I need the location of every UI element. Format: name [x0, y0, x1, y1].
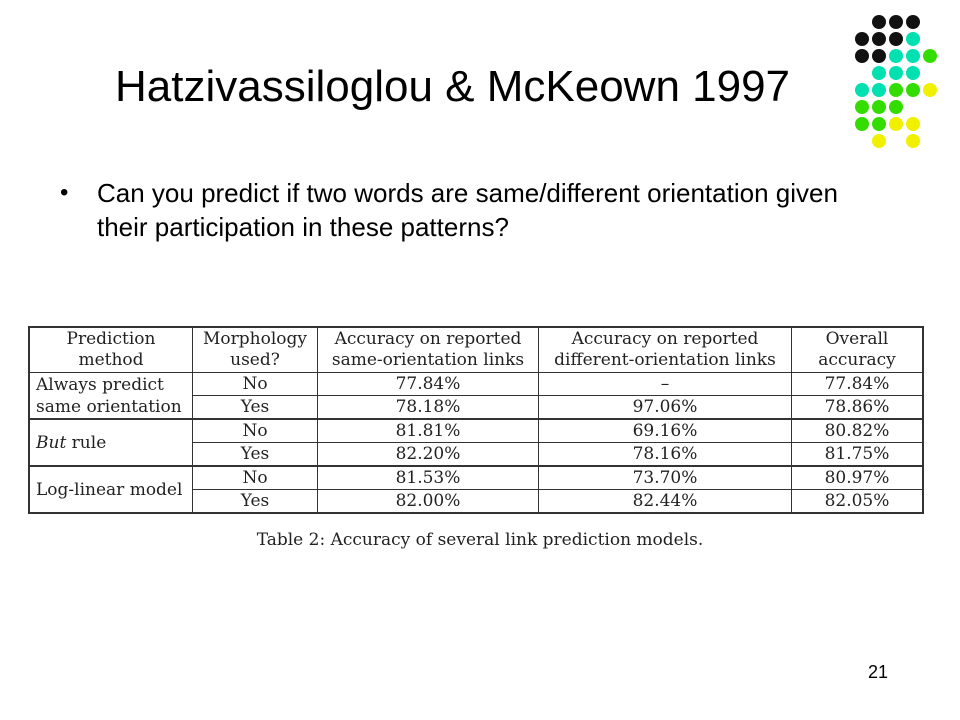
header-line: accuracy [818, 350, 896, 370]
header-line: method [78, 350, 144, 370]
decorative-dot [855, 49, 869, 63]
accuracy-table [28, 326, 924, 514]
bullet-marker: • [60, 179, 69, 206]
decorative-dot [923, 83, 937, 97]
method-cell-always-predict [29, 373, 193, 420]
decorative-dot [872, 32, 886, 46]
decorative-dot [906, 32, 920, 46]
decorative-dot [906, 49, 920, 63]
decorative-dot [872, 83, 886, 97]
same-orientation-cell: 81.81% [318, 419, 539, 443]
method-line: Log-linear model [36, 479, 183, 500]
decorative-dot [889, 83, 903, 97]
header-line: Overall [825, 329, 889, 349]
decorative-dot [906, 117, 920, 131]
header-line: same-orientation links [331, 350, 525, 370]
header-line: used? [230, 350, 280, 370]
decorative-dot [889, 66, 903, 80]
decorative-dot [906, 134, 920, 148]
overall-accuracy-cell: 81.75% [792, 443, 924, 467]
decorative-dot [855, 117, 869, 131]
decorative-dot [923, 49, 937, 63]
decorative-dot [889, 32, 903, 46]
decorative-dot [872, 100, 886, 114]
morphology-cell: Yes [193, 396, 318, 420]
different-orientation-cell: 82.44% [539, 490, 792, 514]
header-line: Morphology [203, 329, 307, 349]
same-orientation-cell: 78.18% [318, 396, 539, 420]
decorative-dot [906, 83, 920, 97]
header-different-orientation [539, 327, 792, 373]
different-orientation-cell: 73.70% [539, 466, 792, 490]
decorative-dot [872, 134, 886, 148]
different-orientation-cell: – [539, 373, 792, 396]
table-caption: Table 2: Accuracy of several link prediction models. [256, 530, 704, 550]
morphology-cell: No [193, 466, 318, 490]
decorative-dot [855, 100, 869, 114]
same-orientation-cell: 82.20% [318, 443, 539, 467]
method-cell-log-linear [29, 466, 193, 513]
decorative-dot [906, 66, 920, 80]
decorative-dot [889, 49, 903, 63]
decorative-dot [906, 15, 920, 29]
header-line: Prediction [66, 329, 156, 349]
method-line: rule [66, 432, 107, 453]
different-orientation-cell: 97.06% [539, 396, 792, 420]
method-line: same orientation [36, 396, 182, 417]
header-same-orientation [318, 327, 539, 373]
same-orientation-cell: 81.53% [318, 466, 539, 490]
header-line: Accuracy on reported [334, 329, 522, 349]
overall-accuracy-cell: 82.05% [792, 490, 924, 514]
different-orientation-cell: 69.16% [539, 419, 792, 443]
accuracy-table-image [28, 326, 924, 514]
overall-accuracy-cell: 77.84% [792, 373, 924, 396]
decorative-dot [889, 117, 903, 131]
overall-accuracy-cell: 78.86% [792, 396, 924, 420]
table-header-row [29, 327, 923, 373]
same-orientation-cell: 82.00% [318, 490, 539, 514]
overall-accuracy-cell: 80.82% [792, 419, 924, 443]
table-row [29, 373, 923, 396]
decorative-dot-grid [850, 10, 950, 160]
decorative-dot [889, 15, 903, 29]
method-line: Always predict [36, 374, 164, 395]
decorative-dot [872, 66, 886, 80]
different-orientation-cell: 78.16% [539, 443, 792, 467]
same-orientation-cell: 77.84% [318, 373, 539, 396]
overall-accuracy-cell: 80.97% [792, 466, 924, 490]
morphology-cell: Yes [193, 443, 318, 467]
decorative-dot [855, 83, 869, 97]
morphology-cell: No [193, 373, 318, 396]
header-morphology-used [193, 327, 318, 373]
method-cell-but-rule [29, 419, 193, 466]
decorative-dot [872, 49, 886, 63]
slide-title: Hatzivassiloglou & McKeown 1997 [115, 62, 791, 111]
decorative-dot [855, 32, 869, 46]
morphology-cell: No [193, 419, 318, 443]
bullet-point [60, 176, 880, 244]
header-overall-accuracy [792, 327, 924, 373]
table-row [29, 466, 923, 490]
morphology-cell: Yes [193, 490, 318, 514]
header-line: Accuracy on reported [571, 329, 759, 349]
header-prediction-method [29, 327, 193, 373]
decorative-dot [872, 117, 886, 131]
header-line: different-orientation links [554, 350, 776, 370]
slide-number: 21 [868, 662, 889, 682]
table-row [29, 419, 923, 443]
method-italic-word: But [36, 432, 67, 453]
decorative-dot [872, 15, 886, 29]
bullet-text: Can you predict if two words are same/different orientation given their participation in these patterns? [97, 178, 838, 242]
decorative-dot [889, 100, 903, 114]
